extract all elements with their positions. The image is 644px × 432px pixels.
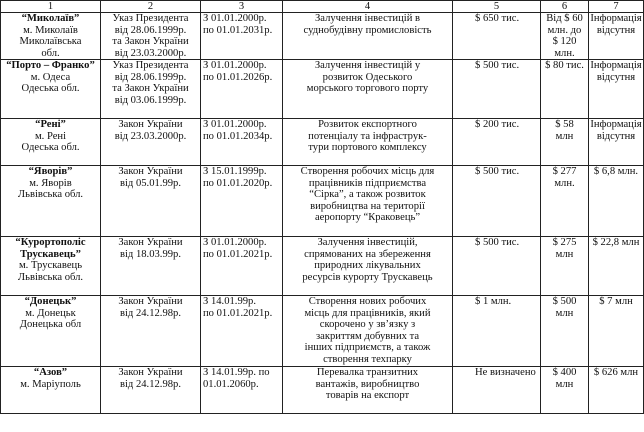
column-6-line: $ 58 <box>555 119 574 130</box>
investment-cell <box>453 237 541 296</box>
investment-cell <box>453 119 541 166</box>
period-line: З 01.01.2000р. <box>203 119 267 130</box>
period-line: З 01.01.2000р. <box>203 237 267 248</box>
period-line: З 01.01.2000р. <box>203 60 267 71</box>
legal-basis-cell <box>101 166 201 237</box>
legal-basis-line: Указ Президента <box>112 60 189 71</box>
legal-basis-cell <box>101 13 201 60</box>
zone-name: “Порто – Франко” <box>6 60 95 71</box>
zone-location: обл. <box>41 47 60 59</box>
column-7-line: відсутня <box>596 71 636 83</box>
purpose-line: працівників підприємства <box>308 177 427 189</box>
zone-location: Донецька обл <box>19 319 82 330</box>
legal-basis-line: від 23.03.2000р. <box>114 130 187 142</box>
legal-basis-line: від 24.12.98р. <box>119 378 181 390</box>
period-line: по 01.01.2020р. <box>203 177 273 189</box>
zone-cell <box>1 296 101 367</box>
period-cell <box>201 166 283 237</box>
zone-location: Одеська обл. <box>21 142 80 153</box>
purpose-line: спрямованих на збереження <box>304 248 431 260</box>
legal-basis-line: Указ Президента <box>112 13 189 24</box>
legal-basis-cell <box>101 60 201 119</box>
table-row <box>1 296 644 367</box>
legal-basis-line: та Закон України <box>112 83 189 94</box>
zone-cell <box>1 13 101 60</box>
column-6-line: млн <box>555 248 574 260</box>
investment-cell <box>453 367 541 414</box>
purpose-line: скорочено у зв’язку з <box>319 319 416 330</box>
legal-basis-cell <box>101 237 201 296</box>
zone-name: “Яворів” <box>28 166 73 177</box>
zone-cell <box>1 60 101 119</box>
legal-basis-line: від 05.01.99р. <box>119 177 181 189</box>
column-6-line: млн. <box>554 177 575 189</box>
purpose-line: інших підприємств, а також <box>304 342 431 353</box>
column-6-cell <box>541 367 589 414</box>
period-line: З 15.01.1999р. <box>203 166 267 177</box>
purpose-line: закриттям добувних та <box>315 330 420 342</box>
column-6-line: $ 80 тис. <box>545 60 584 71</box>
investment-value: $ 650 тис. <box>475 13 520 24</box>
purpose-cell <box>283 237 453 296</box>
purpose-cell <box>283 367 453 414</box>
purpose-line: Створення робочих місць для <box>300 166 435 177</box>
zone-location: м. Трускавець <box>18 260 83 271</box>
column-7-cell <box>589 119 644 166</box>
legal-basis-line: Закон України <box>118 296 183 307</box>
zone-cell <box>1 237 101 296</box>
column-6-line: млн <box>555 378 574 390</box>
column-6-line: млн. <box>554 47 575 59</box>
purpose-line: Залучення інвестицій, <box>317 237 418 248</box>
column-6-cell <box>541 119 589 166</box>
investment-cell <box>453 166 541 237</box>
period-cell <box>201 237 283 296</box>
column-6-line: $ 400 <box>552 367 577 378</box>
purpose-line: морського торгового порту <box>306 83 429 94</box>
investment-value: $ 1 млн. <box>475 296 512 307</box>
header-cell: 6 <box>541 1 589 13</box>
legal-basis-line: Закон України <box>118 237 183 248</box>
period-cell <box>201 13 283 60</box>
legal-basis-line: від 23.03.2000р. <box>114 47 187 59</box>
column-7-line: відсутня <box>596 24 636 36</box>
header-cell: 2 <box>101 1 201 13</box>
column-7-cell <box>589 13 644 60</box>
column-7-cell <box>589 60 644 119</box>
column-7-line: $ 22,8 млн <box>592 237 640 248</box>
purpose-line: ресурсів курорту Трускавець <box>302 271 433 283</box>
purpose-line: Залучення інвестицій у <box>314 60 421 71</box>
column-6-line: $ 500 <box>552 296 577 307</box>
zone-location: Миколаївська <box>19 36 82 47</box>
period-cell <box>201 60 283 119</box>
purpose-cell <box>283 119 453 166</box>
purpose-line: аеропорту “Краковець” <box>314 212 421 223</box>
column-7-cell <box>589 166 644 237</box>
zone-location: м. Миколаїв <box>23 24 78 36</box>
column-7-cell <box>589 237 644 296</box>
investment-cell <box>453 60 541 119</box>
legal-basis-cell <box>101 367 201 414</box>
column-7-cell <box>589 367 644 414</box>
purpose-line: “Сірка”, а також розвиток <box>309 189 426 200</box>
column-6-line: $ 277 <box>552 166 577 177</box>
zone-location: Львівська обл. <box>17 271 84 283</box>
legal-basis-line: від 18.03.99р. <box>119 248 181 260</box>
table-row <box>1 13 644 60</box>
legal-basis-line: Закон України <box>118 119 183 130</box>
column-6-line: Від $ 60 <box>546 13 583 24</box>
column-7-line: Інформація <box>590 13 642 24</box>
column-6-cell <box>541 166 589 237</box>
purpose-line: створення техпарку <box>323 353 412 365</box>
purpose-line: Перевалка транзитних <box>316 367 419 378</box>
zone-location: м. Рені <box>34 130 67 142</box>
zone-location: Одеська обл. <box>21 83 80 94</box>
column-7-line: $ 6,8 млн. <box>593 166 639 177</box>
table-row <box>1 237 644 296</box>
zone-location: м. Маріуполь <box>20 378 81 390</box>
purpose-cell <box>283 13 453 60</box>
column-7-line: $ 7 млн <box>599 296 633 307</box>
purpose-line: Залучення інвестицій в <box>314 13 421 24</box>
column-7-line: Інформація <box>590 60 642 71</box>
table-row <box>1 367 644 414</box>
zone-name: “Курортополіс Трускавець” <box>15 237 86 260</box>
column-7-line: $ 626 млн <box>593 367 639 378</box>
zone-location: Львівська обл. <box>17 189 84 200</box>
zone-name: “Азов” <box>33 367 68 378</box>
purpose-line: Розвиток експортного <box>318 119 417 130</box>
purpose-line: природних лікувальних <box>314 260 421 271</box>
zone-name: “Рені” <box>35 119 66 130</box>
investment-cell <box>453 296 541 367</box>
period-cell <box>201 367 283 414</box>
column-6-cell <box>541 13 589 60</box>
legal-basis-cell <box>101 119 201 166</box>
column-6-cell <box>541 237 589 296</box>
investment-cell <box>453 13 541 60</box>
zone-location: м. Одеса <box>30 71 71 83</box>
zone-cell <box>1 119 101 166</box>
period-line: по 01.01.2021р. <box>203 248 273 260</box>
purpose-line: виробництва на території <box>310 200 425 212</box>
legal-basis-line: Закон України <box>118 367 183 378</box>
purpose-line: розвиток Одеського <box>322 71 413 83</box>
period-line: по 01.01.2021р. <box>203 307 273 319</box>
table-row <box>1 60 644 119</box>
period-line: по 01.01.2031р. <box>203 24 273 36</box>
column-6-line: млн. до <box>547 24 582 36</box>
column-6-line: млн <box>555 130 574 142</box>
investment-value: $ 500 тис. <box>475 60 520 71</box>
purpose-cell <box>283 296 453 367</box>
column-7-line: Інформація <box>590 119 642 130</box>
zone-name: “Донецьк” <box>24 296 77 307</box>
purpose-line: вантажів, виробництво <box>315 378 420 390</box>
period-line: по 01.01.2026р. <box>203 71 273 83</box>
purpose-line: тури портового комплексу <box>308 142 427 153</box>
header-cell: 5 <box>453 1 541 13</box>
period-line: З 01.01.2000р. <box>203 13 267 24</box>
header-row <box>1 1 644 13</box>
period-line: З 14.01.99р. <box>203 296 256 307</box>
legal-basis-cell <box>101 296 201 367</box>
purpose-line: товарів на експорт <box>325 390 410 401</box>
zone-cell <box>1 367 101 414</box>
legal-basis-line: та Закон України <box>112 36 189 47</box>
legal-basis-line: Закон України <box>118 166 183 177</box>
investment-value: $ 200 тис. <box>475 119 520 130</box>
investment-value: $ 500 тис. <box>475 237 520 248</box>
purpose-line: потенціалу та інфраструк- <box>308 130 427 142</box>
period-line: 01.01.2060р. <box>203 378 259 390</box>
purpose-line: Створення нових робочих <box>308 296 427 307</box>
legal-basis-line: від 03.06.1999р. <box>114 94 187 106</box>
header-cell: 4 <box>283 1 453 13</box>
zone-cell <box>1 166 101 237</box>
legal-basis-line: від 24.12.98р. <box>119 307 181 319</box>
period-line: З 14.01.99р. по <box>203 367 270 378</box>
column-6-cell <box>541 296 589 367</box>
zone-location: м. Донецьк <box>25 307 76 319</box>
zone-location: м. Яворів <box>29 177 72 189</box>
investment-value: Не визначено <box>475 367 536 378</box>
table-row <box>1 166 644 237</box>
column-7-line: відсутня <box>596 130 636 142</box>
column-6-line: $ 275 <box>552 237 577 248</box>
period-cell <box>201 119 283 166</box>
period-line: по 01.01.2034р. <box>203 130 273 142</box>
column-7-cell <box>589 296 644 367</box>
legal-basis-line: від 28.06.1999р. <box>114 24 187 36</box>
purpose-line: суднобудівну промисловість <box>303 24 432 36</box>
purpose-cell <box>283 60 453 119</box>
column-6-line: млн <box>555 307 574 319</box>
header-cell: 3 <box>201 1 283 13</box>
period-cell <box>201 296 283 367</box>
column-6-cell <box>541 60 589 119</box>
header-cell: 1 <box>1 1 101 13</box>
zone-name: “Миколаїв” <box>21 13 80 24</box>
column-6-line: $ 120 <box>552 36 577 47</box>
legal-basis-line: від 28.06.1999р. <box>114 71 187 83</box>
purpose-line: місць для працівників, який <box>304 307 431 319</box>
purpose-cell <box>283 166 453 237</box>
investment-value: $ 500 тис. <box>475 166 520 177</box>
table-row <box>1 119 644 166</box>
header-cell: 7 <box>589 1 644 13</box>
